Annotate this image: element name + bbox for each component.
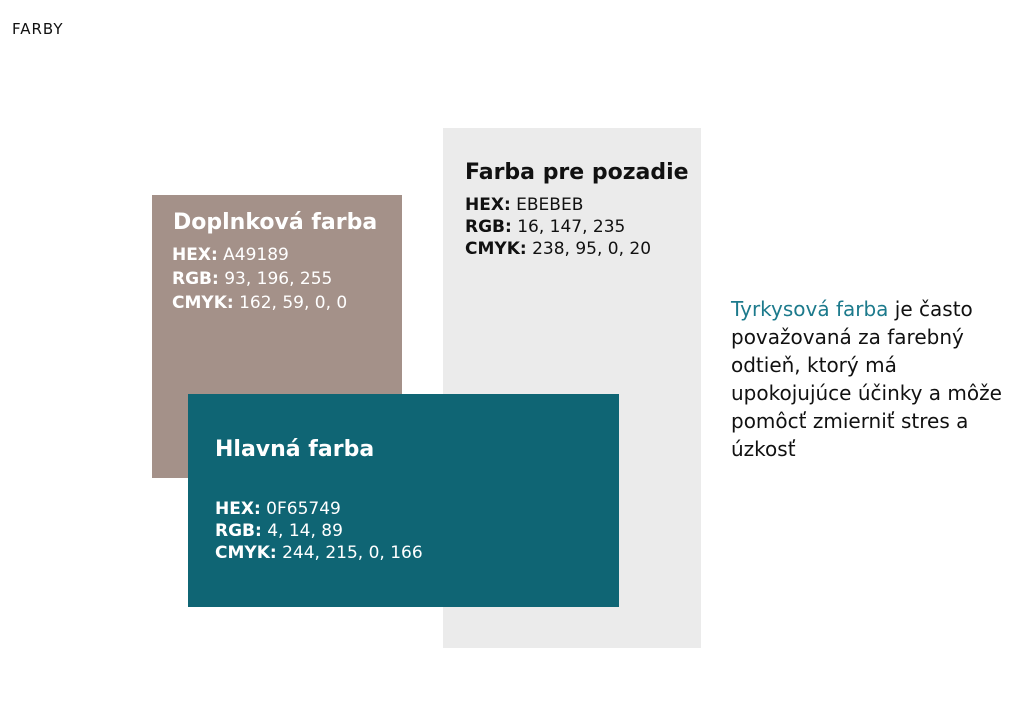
background-color-values <box>465 194 651 260</box>
rgb-value: 16, 147, 235 <box>511 217 626 237</box>
secondary-cmyk-line <box>172 291 347 315</box>
background-cmyk-line <box>465 238 651 260</box>
hex-key: HEX: <box>172 245 218 265</box>
cmyk-value: 238, 95, 0, 20 <box>526 239 652 259</box>
cmyk-key: CMYK: <box>465 239 527 259</box>
hex-value: A49189 <box>217 245 289 265</box>
secondary-hex-line <box>172 243 347 267</box>
hex-value: 0F65749 <box>260 499 341 519</box>
description-highlight: Tyrkysová farba <box>731 297 889 321</box>
rgb-value: 4, 14, 89 <box>261 521 343 541</box>
hex-key: HEX: <box>215 499 261 519</box>
rgb-key: RGB: <box>172 269 219 289</box>
background-hex-line <box>465 194 651 216</box>
main-color-values <box>215 498 423 564</box>
cmyk-key: CMYK: <box>172 293 234 313</box>
cmyk-value: 244, 215, 0, 166 <box>276 543 423 563</box>
main-hex-line <box>215 498 423 520</box>
page-title: FARBY <box>12 20 64 38</box>
hex-value: EBEBEB <box>510 195 584 215</box>
cmyk-value: 162, 59, 0, 0 <box>233 293 348 313</box>
rgb-key: RGB: <box>465 217 512 237</box>
main-rgb-line <box>215 520 423 542</box>
secondary-color-values <box>172 243 347 315</box>
secondary-rgb-line <box>172 267 347 291</box>
background-rgb-line <box>465 216 651 238</box>
rgb-key: RGB: <box>215 521 262 541</box>
description-paragraph <box>731 295 1011 463</box>
rgb-value: 93, 196, 255 <box>218 269 333 289</box>
main-color-heading: Hlavná farba <box>215 437 375 462</box>
main-cmyk-line <box>215 542 423 564</box>
description-text: je často považovaná za farebný odtieň, ktorý má upokojujúce účinky a môže pomôcť zmierniť stres a úzkosť <box>731 297 1002 461</box>
background-color-heading: Farba pre pozadie <box>465 160 689 185</box>
secondary-color-heading: Doplnková farba <box>173 210 378 235</box>
cmyk-key: CMYK: <box>215 543 277 563</box>
hex-key: HEX: <box>465 195 511 215</box>
